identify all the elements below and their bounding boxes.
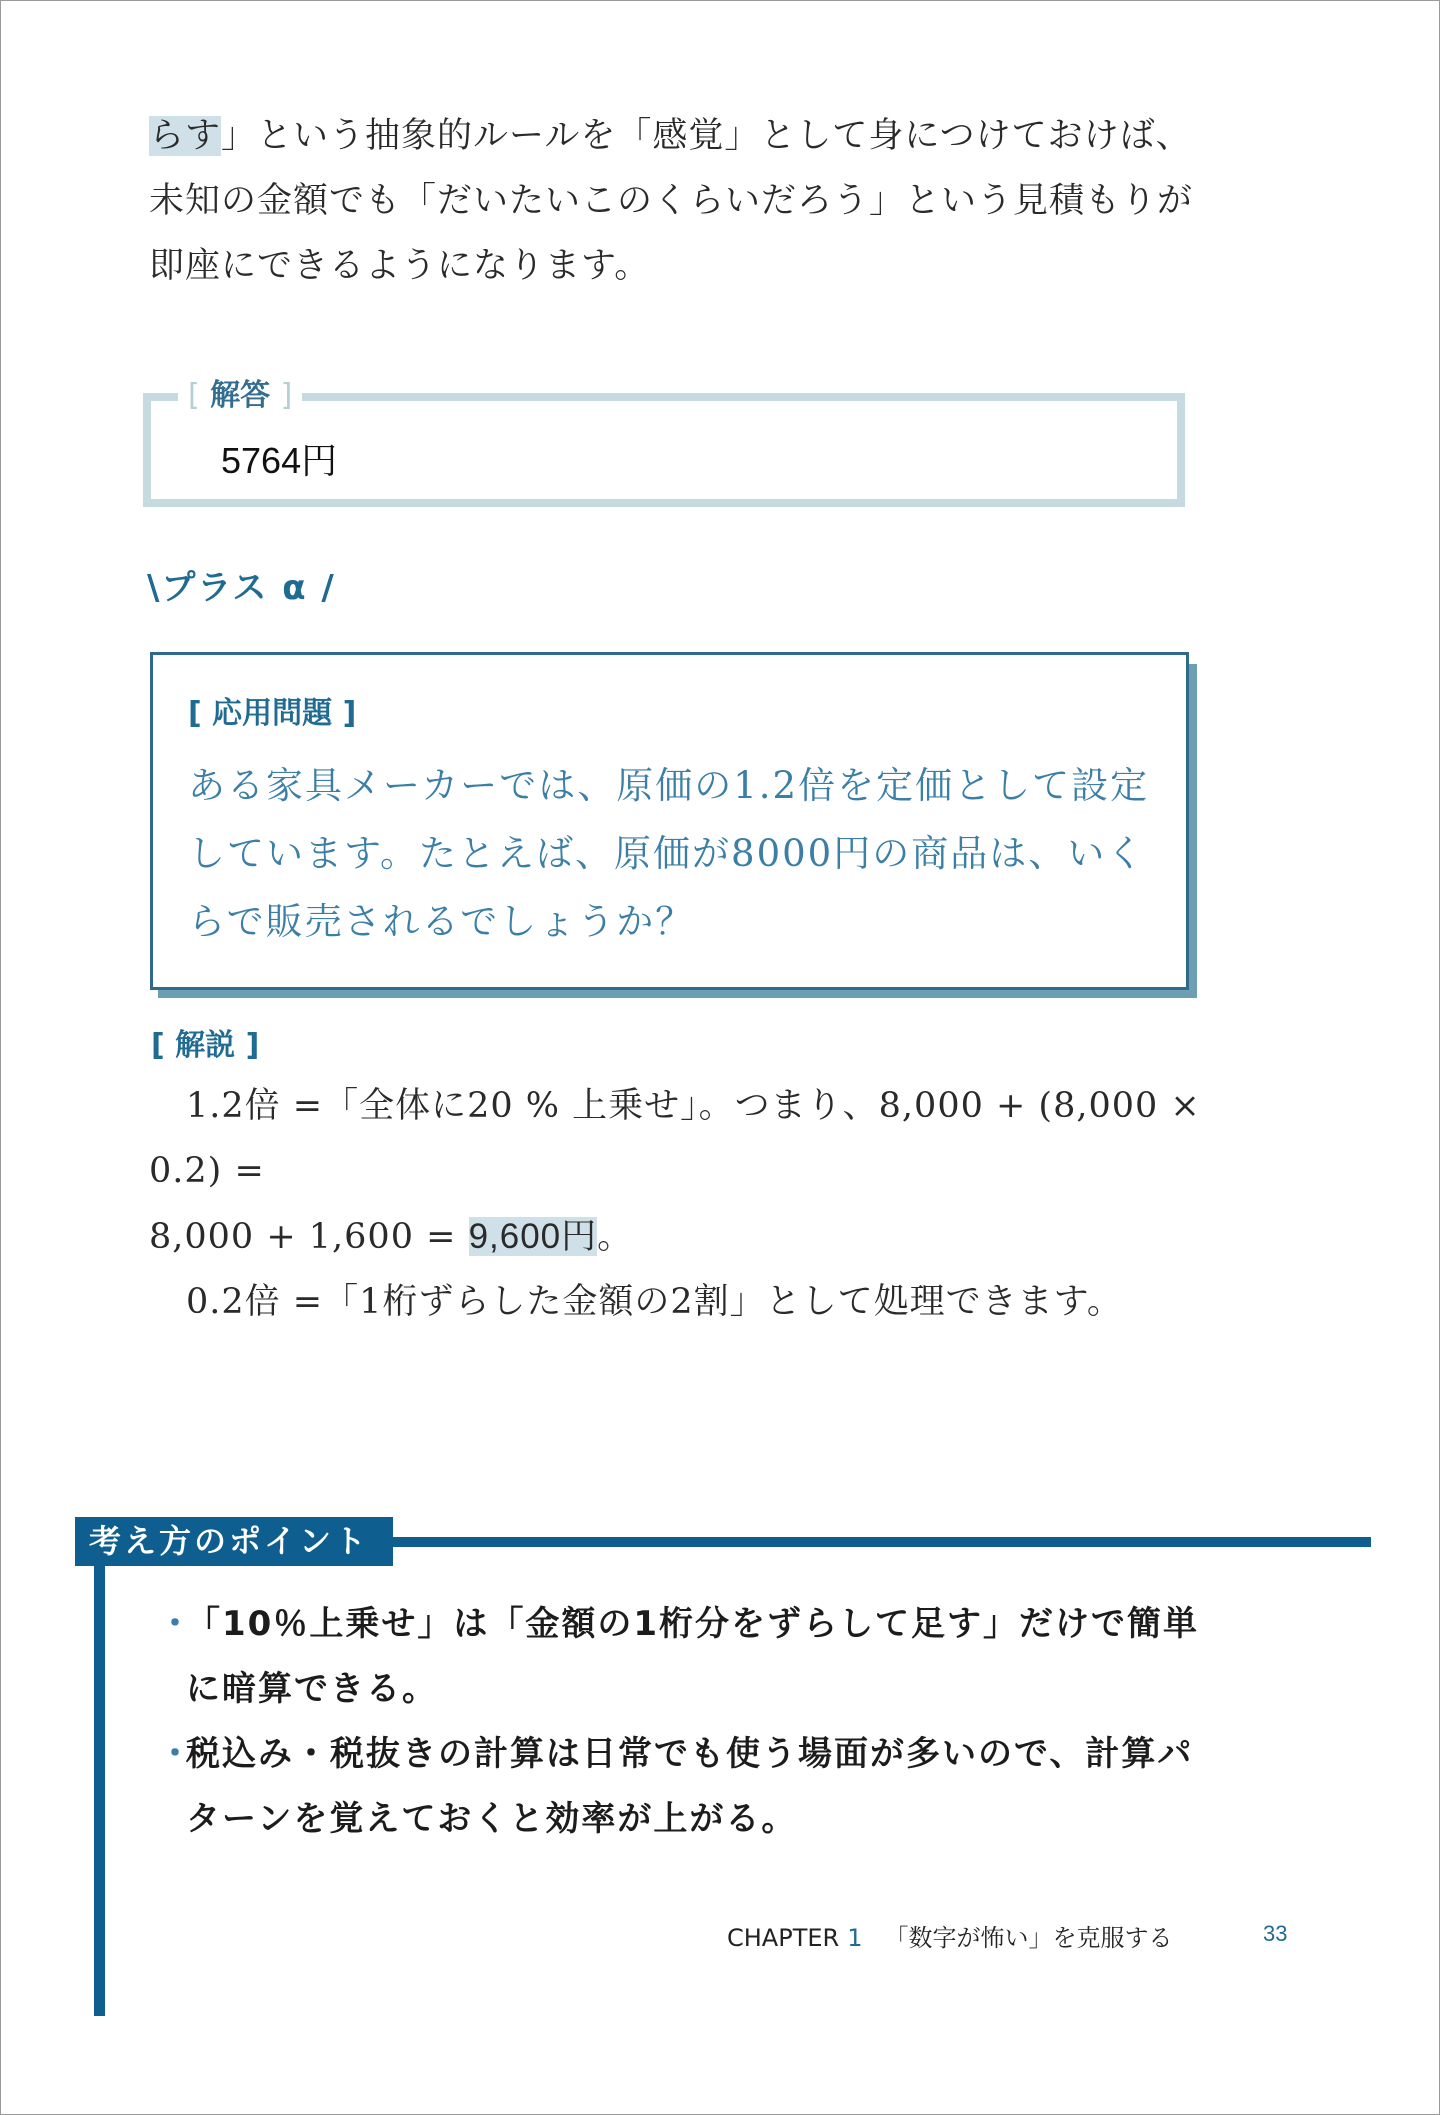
explanation-line-1: 1.2倍 =「全体に20 % 上乗せ」。つまり、8,000 + (8,000 × 0.2) = bbox=[149, 1086, 1201, 1191]
point-item bbox=[158, 1592, 1218, 1722]
intro-line-3: 即座にできるようになります。 bbox=[149, 246, 651, 286]
point-item-line-1: 「10％上乗せ」は「金額の1桁分をずらして足す」だけで簡単 bbox=[186, 1604, 1199, 1644]
answer-value: 5764円 bbox=[221, 440, 338, 481]
intro-line-1-text: 」という抽象的ルールを「感覚」として身につけておけば、 bbox=[221, 116, 1192, 156]
page-number: 33 bbox=[1263, 1921, 1288, 1946]
explanation-line-2-pre: 8,000 + 1,600 = bbox=[149, 1217, 469, 1257]
running-footer bbox=[727, 1918, 1172, 1953]
explanation-label: [ 解説 ] bbox=[151, 1028, 260, 1063]
explanation-line-3: 0.2倍 =「1桁ずらした金額の2割」として処理できます。 bbox=[186, 1282, 1123, 1322]
point-item-line-2: ターンを覚えておくと効率が上がる。 bbox=[186, 1799, 798, 1839]
plus-alpha-heading: \プラス α / bbox=[147, 568, 336, 608]
point-item-line-1: 税込み・税抜きの計算は日常でも使う場面が多いので、計算パ bbox=[186, 1734, 1194, 1774]
point-header: 考え方のポイント bbox=[75, 1517, 393, 1566]
question-line-2: しています。たとえば、原価が8000円の商品は、いく bbox=[188, 832, 1146, 875]
question-line-1: ある家具メーカーでは、原価の1.2倍を定価として設定 bbox=[188, 764, 1150, 807]
bullet-icon: ・ bbox=[158, 1604, 194, 1644]
point-item bbox=[158, 1722, 1218, 1852]
question-line-3: らで販売されるでしょうか？ bbox=[188, 900, 695, 943]
intro-paragraph bbox=[149, 104, 1209, 299]
question-text bbox=[188, 752, 1178, 956]
answer-bracket-close: ] bbox=[280, 378, 293, 413]
answer-label-text: 解答 bbox=[210, 378, 271, 413]
question-label: [ 応用問題 ] bbox=[188, 696, 357, 731]
answer-label bbox=[178, 372, 302, 420]
explanation-line-2 bbox=[149, 1204, 1209, 1270]
chapter-label: CHAPTER bbox=[727, 1924, 840, 1952]
explanation-text bbox=[149, 1074, 1209, 1335]
highlighted-text: らす bbox=[149, 116, 222, 156]
point-side-bar bbox=[94, 1566, 105, 2016]
answer-highlight: 9,600円 bbox=[468, 1217, 598, 1256]
point-header-rule bbox=[390, 1537, 1371, 1547]
chapter-title: 「数字が怖い」を克服する bbox=[884, 1924, 1173, 1952]
explanation-line-2-post: 。 bbox=[597, 1217, 634, 1257]
intro-line-1 bbox=[149, 104, 1209, 169]
chapter-number: 1 bbox=[847, 1924, 863, 1952]
answer-bracket-open: [ bbox=[188, 378, 200, 413]
point-list bbox=[158, 1592, 1218, 1852]
intro-line-2: 未知の金額でも「だいたいこのくらいだろう」という見積もりが bbox=[149, 181, 1194, 221]
bullet-icon: ・ bbox=[158, 1734, 194, 1774]
point-item-line-2: に暗算できる。 bbox=[186, 1669, 438, 1709]
